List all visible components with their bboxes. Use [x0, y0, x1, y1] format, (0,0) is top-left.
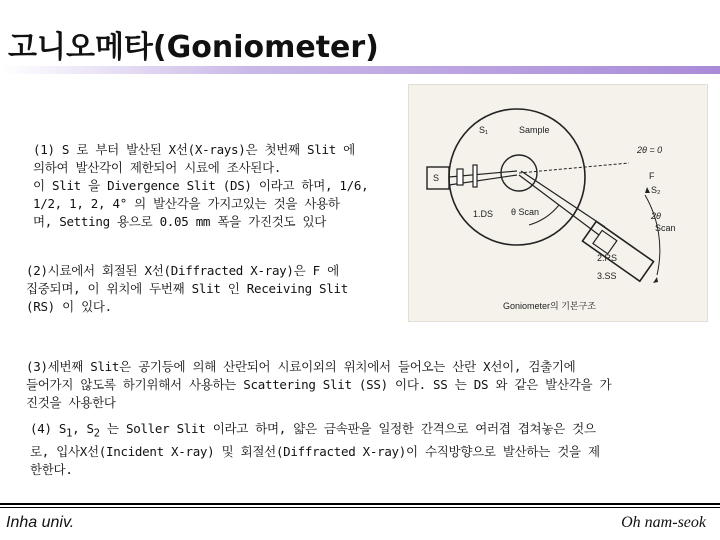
goniometer-diagram-svg — [409, 85, 707, 321]
goniometer-diagram — [408, 84, 708, 322]
paragraph-line: 들어가지 않도록 하기위해서 사용하는 Scattering Slit (SS) 이다. SS 는 DS 와 같은 발산각을 가 — [26, 377, 612, 392]
paragraph-line — [30, 420, 695, 443]
arrow-icon — [645, 187, 650, 193]
paragraph-scattering-slit — [26, 358, 716, 412]
label-two-theta: 2θ — [651, 211, 661, 221]
figure-caption: Goniometer의 기본구조 — [503, 301, 596, 311]
paragraph-receiving-slit — [26, 262, 386, 316]
footer-divider — [0, 507, 720, 508]
label-source-s: S — [433, 173, 440, 183]
paragraph-line: (2)시료에서 회절된 X선(Diffracted X-ray)은 F 에 — [26, 263, 339, 278]
diffracted-beam — [521, 171, 605, 227]
paragraph-soller-slit — [30, 420, 695, 479]
page-title: 고니오메타(Goniometer) — [8, 30, 379, 65]
label-ds: 1.DS — [473, 209, 494, 219]
paragraph-line: 로, 입사X선(Incident X-ray) 및 회절선(Diffracted X-ray)이 수직방향으로 발산하는 것을 제 — [30, 443, 600, 459]
label-theta-scan: θ Scan — [511, 207, 540, 217]
goniometer-circle — [449, 109, 585, 245]
text-segment: 는 Soller Slit 이라고 하며, 얇은 금속판을 일정한 간격으로 여러겹 겹쳐놓은 것으 — [99, 421, 596, 436]
label-two-theta-zero: 2θ = 0 — [637, 145, 663, 155]
label-focus-f: F — [649, 171, 655, 181]
text-segment: , S — [72, 421, 94, 436]
paragraph-line: (RS) 이 있다. — [26, 299, 112, 314]
label-sample: Sample — [519, 125, 550, 135]
soller-slit-s1 — [457, 169, 463, 185]
divergence-slit — [473, 165, 477, 187]
subscript: 1 — [66, 427, 73, 440]
subscript: 2 — [93, 427, 100, 440]
label-rs: 2.RS — [597, 253, 618, 263]
label-s2: S₂ — [651, 185, 661, 195]
label-scan: Scan — [655, 223, 676, 233]
paragraph-line: 진것을 사용한다 — [26, 395, 116, 410]
text-segment: (4) S — [30, 421, 67, 436]
arrow-icon — [653, 277, 658, 283]
paragraph-line: 의하여 발산각이 제한되어 시료에 조사된다. — [33, 160, 282, 175]
label-ss: 3.SS — [597, 271, 617, 281]
paragraph-line: (3)세번째 Slit은 공기등에 의해 산란되어 시료이외의 위치에서 들어오는 산란 X선이, 검출기에 — [26, 359, 576, 374]
title-underline-bar — [0, 66, 720, 74]
label-s1: S₁ — [479, 125, 489, 135]
paragraph-line: 며, Setting 용으로 0.05 mm 폭을 가진것도 있다 — [33, 214, 327, 229]
paragraph-line: 한한다. — [30, 461, 73, 477]
paragraph-line: (1) S 로 부터 발산된 X선(X-rays)은 첫번째 Slit 에 — [33, 142, 355, 157]
paragraph-divergence-slit — [33, 141, 398, 231]
paragraph-line: 이 Slit 을 Divergence Slit (DS) 이라고 하며, 1/6, — [33, 178, 369, 193]
footer-institution: Inha univ. — [6, 514, 75, 531]
footer-divider — [0, 503, 720, 505]
footer-author: Oh nam-seok — [621, 514, 706, 531]
paragraph-line: 1/2, 1, 2, 4° 의 발산각을 가지고있는 것을 사용하 — [33, 196, 340, 211]
paragraph-line: 집중되며, 이 위치에 두번째 Slit 인 Receiving Slit — [26, 281, 348, 296]
